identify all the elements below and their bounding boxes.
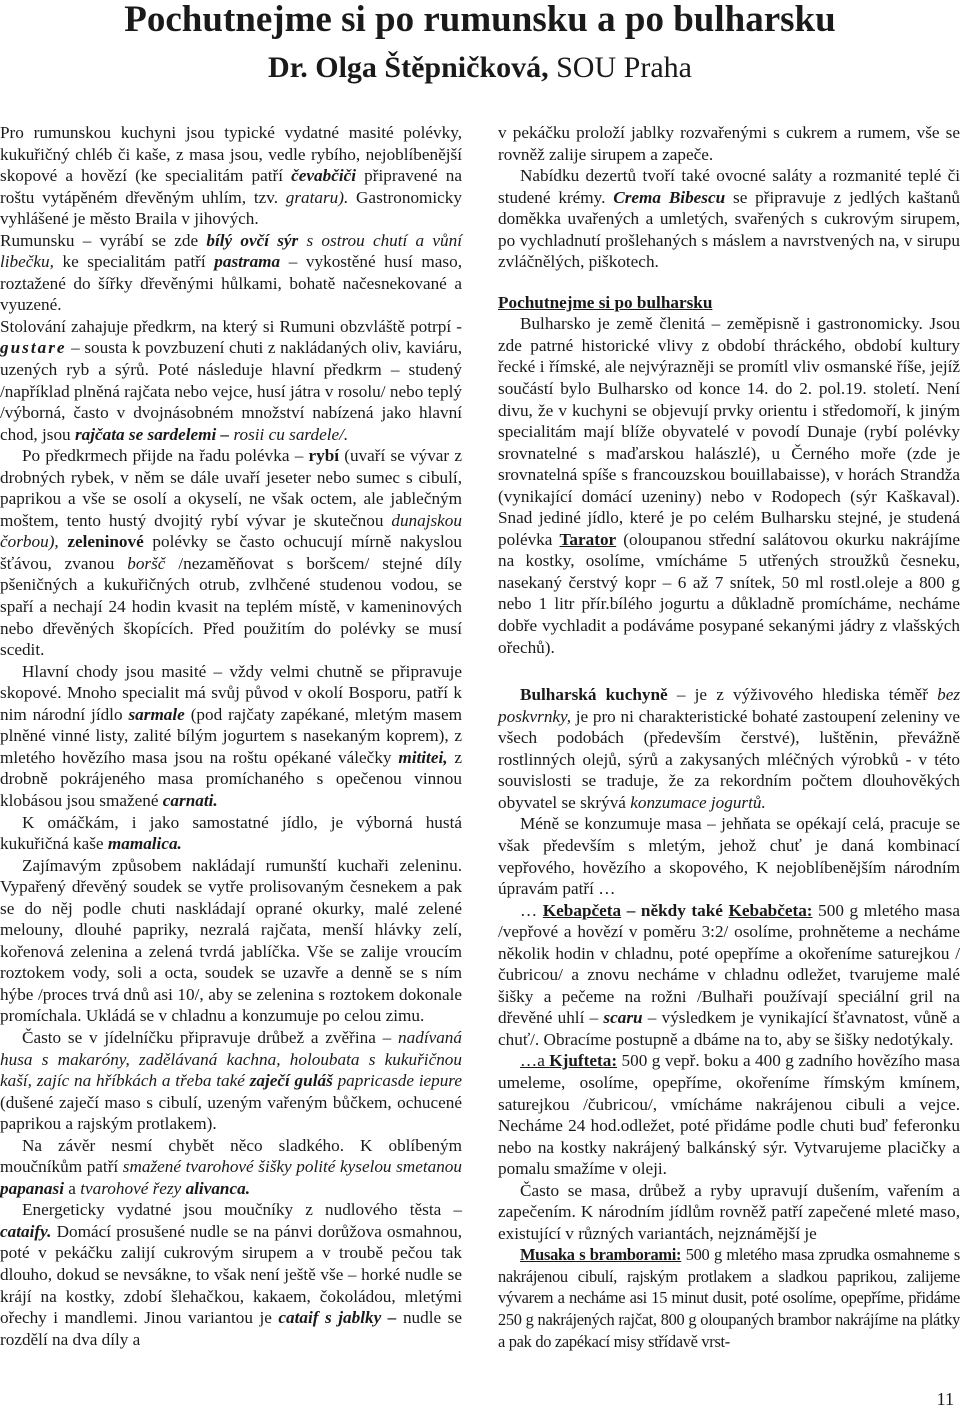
paragraph-starters: Stolování zahajuje předkrm, na který si Rumuni obzvláště potrpí - gustare – sousta k povzbuzení chuti z nakládaných oliv, kaviáru, uzených ryb a sýrů. Poté následuje hlavní předkrm – studený /například plněná rajčata nebo vejce, husí játra v rosolu/ nebo teplý /výborná, často v dvojnásobném množství nabízená jako hlavní chod, jsou rajčata se sardelemi – rosii cu sardele/. bbox=[0, 316, 462, 444]
paragraph-bulgarian-cuisine: Bulharská kuchyně – je z výživového hlediska téměř bez poskvrnky, je pro ni charakteristické bohaté zastoupení zeleniny ve všech podobách (především čerstvé), luštěnin, převážně rostlinných olejů, sýrů a zakysaných mléčných výrobků - v této souvislosti se traduje, že za rekordním počtem dlouhověkých obyvatel se skrývá konzumace jogurtů. bbox=[498, 685, 960, 812]
paragraph-cataify: Energeticky vydatné jsou moučníky z nudlového těsta – cataify. Domácí prosušené nudle se na pánvi dorůžova osmahnou, poté v pekáčku zalijí cukrovým sirupem a v troubě pečou tak dlouho, dokud se nevsákne, to však není ještě vše – horké nudle se krájí na kostky, zdobí šlehačkou, kakaem, čokoládou, mletými ořechy i mandlemi. Jinou variantou je cataif s jablky – nudle se rozdělí na dva díly a bbox=[0, 1200, 462, 1349]
spacer bbox=[498, 658, 960, 684]
paragraph-desserts: Na závěr nesmí chybět něco sladkého. K oblíbeným moučníkům patří smažené tvarohové šišky polité kyselou smetanou papanasi a tvarohové řezy alivanca. bbox=[0, 1135, 462, 1198]
paragraph-sauces: K omáčkám, i jako samostatné jídlo, je výborná hustá kukuřičná kaše mamalica. bbox=[0, 812, 462, 854]
author-line bbox=[0, 48, 960, 88]
paragraph-meat: Méně se konzumuje masa – jehňata se opékají celá, pracuje se však především s mletým, jehož chuť je daná kombinací vepřového, hovězího a skopového, K nejoblíbenějším národním úpravám patří … bbox=[498, 814, 960, 899]
paragraph-main-courses: Hlavní chody jsou masité – vždy velmi chutně se připravuje skopové. Mnoho specialit má svůj původ v okolí Bosporu, patří k nim národní jídlo sarmale (pod rajčaty zapékané, mletým masem plněné vinné listy, zalité bílým jogurtem s nasekaným koprem), z mletého hovězího masa jsou na roštu opékané válečky mititei, z drobně pokrájeného masa promíchaného s opečenou vinnou klobásou jsou smažené carnati. bbox=[0, 661, 462, 810]
paragraph-kjufteta: …a Kjufteta: 500 g vepř. boku a 400 g zadního hovězího masa umeleme, osolíme, opepříme, okořeníme římským kmínem, saturejkou /čubricou/, vmícháme nakrájenou cibuli a vejce. Necháme 24 hod.odležet, poté přidáme podle chuti buď feferonku nebo na kostky nakrájený balkánský sýr. Vytvarujeme placičky a pomalu smažíme v oleji. bbox=[498, 1051, 960, 1179]
paragraph-bulgaria-intro: Bulharsko je země členitá – zeměpisně i gastronomicky. Jsou zde patrné historické vlivy z období thráckého, období kultury řecké i římské, ale nejvýrazněji se promítl vliv osmanské říše, jejíž součástí bylo Bulharsko od konce 14. do 2. pol.19. století. Není divu, že v kuchyni se objevují prvky orientu i středomoří, k jiným specialitám mají blíže obyvatelé v povodí Dunaje (rybí polévky srovnatelné s maďarskou halászlé), u Černého moře (zde je srovnatelná spíše s francouzskou bouillabaisse), v horách Strandža (vynikající domácí uzeniny) nebo v Rodopech (sýr Kaškaval). Snad jediné jídlo, které je po celém Bulharsku stejné, je studená polévka Tarator (oloupanou střední salátovou okurku nakrájíme na kostky, osolíme, vmícháme 5 utřených stroužků česneku, nasekaný čerstvý kopr – 6 až 7 snítek, 50 ml rostl.oleje a 800 g nebo 1 litr přír.bílého jogurtu a důkladně promícháme, necháme dobře vychladit a podáváme posypané sekanými jádry z vlašských ořechů). bbox=[498, 314, 960, 657]
spacer bbox=[498, 273, 960, 292]
section-heading-bulgaria: Pochutnejme si po bulharsku bbox=[498, 292, 713, 312]
author-name: Dr. Olga Štěpničková, bbox=[268, 51, 549, 84]
left-column bbox=[0, 122, 462, 1350]
paragraph-cheese: Rumunsku – vyrábí se zde bílý ovčí sýr s ostrou chutí a vůní libečku, ke specialitám patří pastrama – vykostěné husí maso, roztažené do šířky dřevěnými hůlkami, bohatě načesnekované a vyuzené. bbox=[0, 230, 462, 315]
paragraph-pickles: Zajímavým způsobem nakládají rumunští kuchaři zeleninu. Vypařený dřevěný soudek se vytře prolisovaným česnekem a pak se do něj podle chuti naskládají oprané okurky, malé zelené melouny, dlouhé papriky, nezralá rajčata, menší hlávky zelí, kořenová zelenina a zelená tvrdá jablíčka. Vše se zalije vroucím roztokem vody, soli a octa, soudek se uzavře a denně se s ním hýbe /proces trvá dnů asi 10/, aby se zelenina s roztokem dokonale promíchala. Ukládá se v chladnu a konzumuje po celou zimu. bbox=[0, 855, 462, 1026]
paragraph-intro: Pro rumunskou kuchyni jsou typické vydatné masité polévky, kukuřičný chléb či kaše, z masa jsou, vedle rybího, nejoblíbenější skopové a hovězí (ke specialitám patří čevabčiči připravené na roštu vytápěném dřevěným uhlím, tzv. grataru). Gastronomicky vyhlášené je město Braila v jihových. bbox=[0, 123, 462, 229]
paragraph-musaka: Musaka s bramborami: 500 g mletého masa zprudka osmahneme s nakrájenou cibulí, rajským protlakem a sladkou paprikou, zalijeme vývarem a necháme asi 15 minut dusit, poté osolíme, opepříme, přidáme 250 g nakrájených rajčat, 800 g oloupaných brambor nakrájíme na plátky a pak do zapékací misy střídavě vrst- bbox=[498, 1245, 960, 1351]
paragraph-stewing: Často se masa, drůbež a ryby upravují dušením, vařením a zapečením. K národním jídlům rovněž patří zapečené mleté maso, existující v různých variantách, nejznámější je bbox=[498, 1180, 960, 1243]
article-title: Pochutnejme si po rumunsku a po bulharsku bbox=[124, 0, 836, 40]
author-affiliation: SOU Praha bbox=[556, 51, 692, 84]
right-column bbox=[498, 122, 960, 1352]
paragraph-cataif-cont: v pekáčku proloží jablky rozvařenými s cukrem a rumem, vše se rovněž zalije sirupem a zapeče. bbox=[498, 123, 960, 164]
paragraph-crema-bibescu: Nabídku dezertů tvoří také ovocné saláty a rozmanité teplé či studené krémy. Crema Bibescu se připravuje z jedlých kaštanů doměkka uvařených a umletých, svařených s cukrovým sirupem, po vychladnutí prošlehaných s máslem a navrstvených na, v sirupu zvláčnělých, piškotech. bbox=[498, 166, 960, 272]
paragraph-kebapceta: … Kebapčeta – někdy také Kebabčeta: 500 g mletého masa /vepřové a hovězí v poměru 3:2/ osolíme, prohněteme a necháme několik hodin v chladnu, poté opepříme a okořeníme saturejkou /čubricou/ a znovu necháme v chladnu odležet, tvarujeme malé šišky a pečeme na rožni /Bulhaři používají speciální gril na dřevěné uhlí – scaru – výsledkem je vynikající šťavnatost, vůně a chuť/. Obracíme postupně a dbáme na to, aby se šišky nedotýkaly. bbox=[498, 900, 960, 1049]
paragraph-poultry: Často se v jídelníčku připravuje drůbež a zvěřina – nadívaná husa s makaróny, zadělávaná kachna, holoubata s kukuřičnou kaší, zajíc na hříbkách a třeba také zaječí guláš papricasde iepure (dušené zaječí maso s cibulí, uzeným vařeným bůčkem, ochucené paprikou a rajským protlakem). bbox=[0, 1027, 462, 1134]
page-number: 11 bbox=[936, 1389, 954, 1409]
paragraph-soups: Po předkrmech přijde na řadu polévka – rybí (uvaří se vývar z drobných rybek, v něm se dále uvaří jeseter nebo sumec s cibulí, paprikou a vše se osolí a okyselí, ne však octem, ale jablečným moštem, tento hustý dvojitý rybí vývar je skutečnou dunajskou čorbou), zeleninové polévky se často ochucují mírně nakyslou šťávou, zvanou boršč /nezaměňovat s boršcem/ stejné díly pšeničných a kukuřičných otrub, zvlhčené studenou vodou, se spaří a nechají 24 hodin kvasit na teplém místě, v kameninových nebo dřevěných škopících. Před použitím do polévky se musí scedit. bbox=[0, 446, 462, 660]
